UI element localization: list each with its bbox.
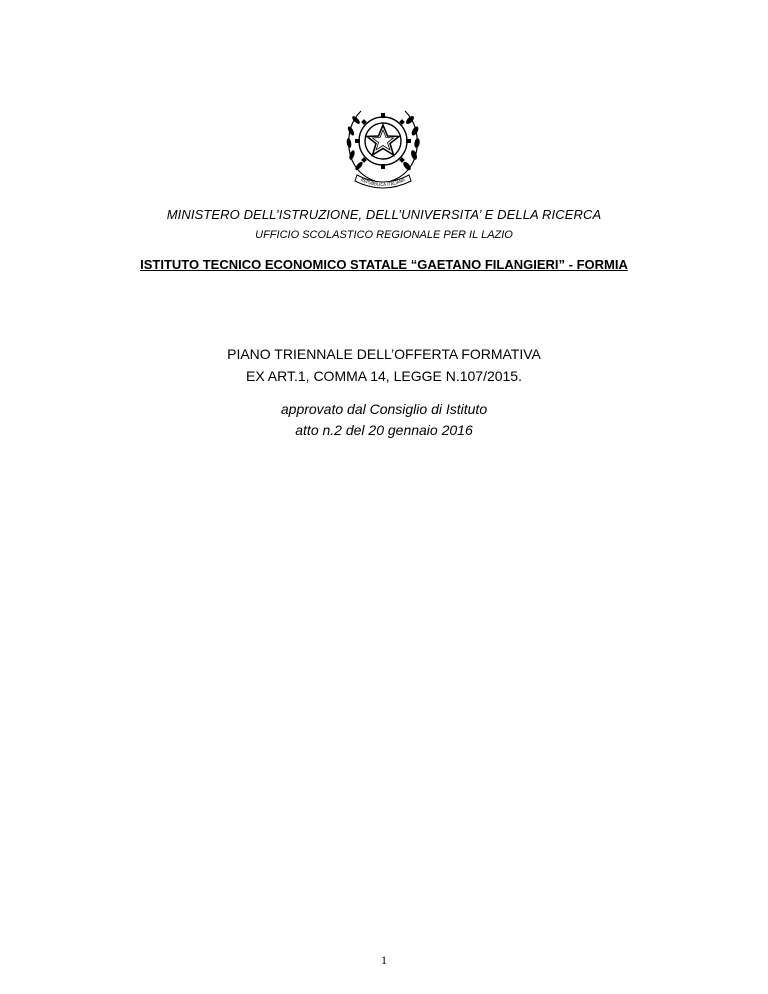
italian-republic-emblem-icon bbox=[335, 97, 431, 193]
approval-line-1: approvato dal Consiglio di Istituto bbox=[280, 401, 488, 417]
page-number: 1 bbox=[381, 953, 387, 967]
emblem-lettering: REPUBBLICA ITALIANA bbox=[360, 177, 406, 188]
regional-office-heading: UFFICIO SCOLASTICO REGIONALE PER IL LAZIO bbox=[255, 229, 513, 241]
school-name-heading: ISTITUTO TECNICO ECONOMICO STATALE “GAETANO FILANGIERI” - FORMIA bbox=[140, 257, 628, 272]
approval-line-2: atto n.2 del 20 gennaio 2016 bbox=[295, 422, 473, 438]
ministry-heading: MINISTERO DELL’ISTRUZIONE, DELL’UNIVERSITA’ E DELLA RICERCA bbox=[166, 207, 602, 222]
plan-title-line-1: PIANO TRIENNALE DELL’OFFERTA FORMATIVA bbox=[227, 346, 541, 362]
plan-title-line-2: EX ART.1, COMMA 14, LEGGE N.107/2015. bbox=[246, 368, 522, 384]
